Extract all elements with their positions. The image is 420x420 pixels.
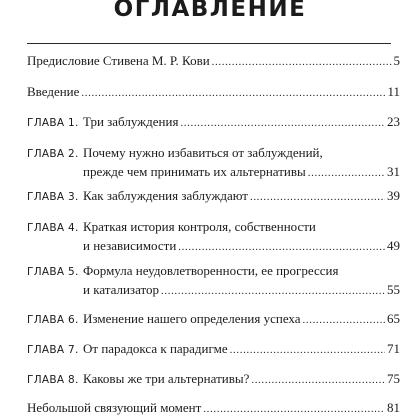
toc-entry-chapter-4[interactable] [27,219,400,257]
toc-entry-chapter-7[interactable] [27,341,400,360]
chapter-label: ГЛАВА 5. [27,266,79,278]
chapter-label: ГЛАВА 7. [27,344,79,356]
entry-title: От парадокса к парадигме [83,341,228,356]
entry-title-continued: и независимости [83,238,177,253]
chapter-label: ГЛАВА 1. [27,117,79,129]
entry-title-continued: и катализатор [83,282,160,297]
entry-title: Формула неудовлетворенности, ее прогрессия [83,263,339,278]
chapter-label: ГЛАВА 6. [27,314,79,326]
dot-leader [161,285,385,297]
dot-leader [230,344,385,356]
dot-leader [308,167,385,179]
dot-leader [251,374,385,386]
dot-leader [212,56,392,68]
entry-page: 31 [387,164,400,179]
entry-title-continued: прежде чем принимать их альтернативы [83,164,306,179]
page-title: ОГЛАВЛЕНИЕ [113,0,307,22]
toc-entry-chapter-5[interactable] [27,263,400,301]
entry-title: Введение [27,84,80,99]
toc-entry-introduction[interactable] [27,84,400,103]
dot-leader [180,117,385,129]
entry-title: Изменение нашего определения успеха [83,311,301,326]
chapter-label: ГЛАВА 4. [27,222,79,234]
entry-title: Три заблуждения [83,114,179,129]
entry-page: 49 [387,238,400,253]
dot-leader [250,191,385,203]
chapter-label: ГЛАВА 2. [27,148,79,160]
toc-entry-chapter-1[interactable] [27,114,400,133]
entry-title: Краткая история контроля, собственности [83,219,316,234]
dot-leader [178,241,385,253]
entry-page: 39 [387,188,400,203]
entry-title: Как заблуждения заблуждают [83,188,248,203]
toc-entry-chapter-3[interactable] [27,188,400,207]
entry-page: 11 [387,84,400,99]
toc-entry-chapter-8[interactable] [27,371,400,390]
toc-entry-chapter-6[interactable] [27,311,400,330]
toc-entry-chapter-2[interactable] [27,145,400,183]
toc-entry-connecting-moment[interactable] [27,400,400,419]
chapter-label: ГЛАВА 8. [27,374,79,386]
dot-leader [203,403,385,415]
entry-title: Предисловие Стивена М. Р. Кови [27,53,210,68]
entry-title: Каковы же три альтернативы? [83,371,250,386]
title-divider [27,43,391,44]
entry-page: 65 [387,311,400,326]
toc-entry-preface[interactable] [27,53,400,72]
entry-page: 75 [387,371,400,386]
chapter-label: ГЛАВА 3. [27,191,79,203]
entry-page: 5 [393,53,400,68]
entry-page: 81 [387,400,400,415]
entry-page: 71 [387,341,400,356]
dot-leader [303,314,385,326]
dot-leader [81,87,385,99]
entry-page: 23 [387,114,400,129]
entry-title: Почему нужно избавиться от заблуждений, [83,145,323,160]
entry-page: 55 [387,282,400,297]
entry-title: Небольшой связующий момент [27,400,202,415]
